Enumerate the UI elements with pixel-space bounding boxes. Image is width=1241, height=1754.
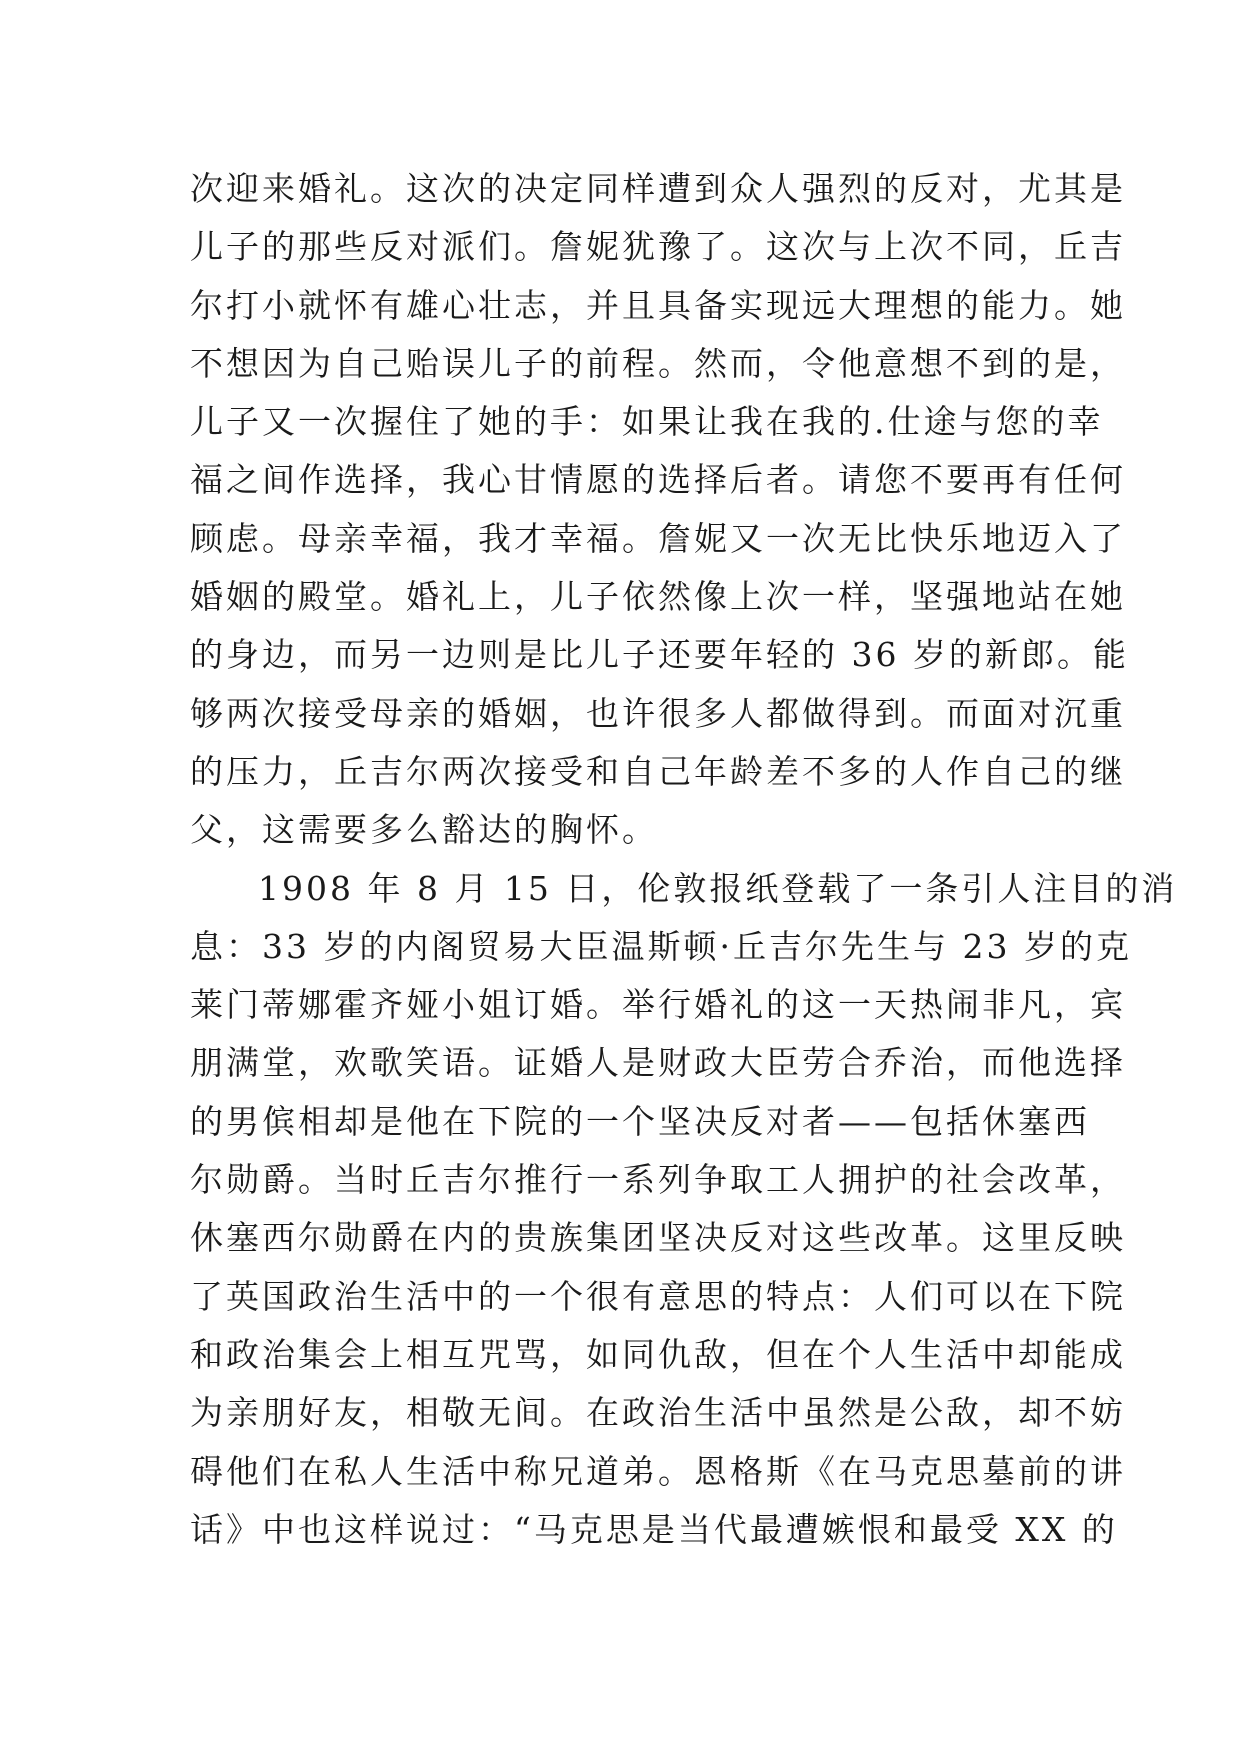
text-line: 不想因为自己贻误儿子的前程。然而，令他意想不到的是， — [190, 343, 1126, 383]
text-line: 儿子又一次握住了她的手：如果让我在我的.仕途与您的幸 — [190, 402, 1104, 442]
text-line: 的身边，而另一边则是比儿子还要年轻的 36 岁的新郎。能 — [190, 635, 1129, 675]
text-line: 莱门蒂娜霍齐娅小姐订婚。举行婚礼的这一天热闹非凡，宾 — [190, 985, 1126, 1025]
text-line: 够两次接受母亲的婚姻，也许很多人都做得到。而面对沉重 — [190, 693, 1126, 733]
text-line: 的压力，丘吉尔两次接受和自己年龄差不多的人作自己的继 — [190, 751, 1126, 791]
text-line: 休塞西尔勋爵在内的贵族集团坚决反对这些改革。这里反映 — [190, 1218, 1126, 1258]
text-line: 的男傧相却是他在下院的一个坚决反对者——包括休塞西 — [190, 1101, 1090, 1141]
text-line: 婚姻的殿堂。婚礼上，儿子依然像上次一样，坚强地站在她 — [190, 577, 1126, 617]
text-line: 碍他们在私人生活中称兄道弟。恩格斯《在马克思墓前的讲 — [190, 1451, 1126, 1491]
text-line: 朋满堂，欢歌笑语。证婚人是财政大臣劳合乔治，而他选择 — [190, 1043, 1126, 1083]
text-line: 了英国政治生活中的一个很有意思的特点：人们可以在下院 — [190, 1276, 1126, 1316]
text-line: 息：33 岁的内阁贸易大臣温斯顿·丘吉尔先生与 23 岁的克 — [190, 926, 1132, 966]
text-line: 次迎来婚礼。这次的决定同样遭到众人强烈的反对，尤其是 — [190, 169, 1126, 208]
document-body — [190, 160, 1178, 1559]
text-line-indented: 1908 年 8 月 15 日，伦敦报纸登载了一条引人注目的消 — [258, 868, 1178, 908]
text-line: 父，这需要多么豁达的胸怀。 — [190, 810, 658, 850]
text-line: 和政治集会上相互咒骂，如同仇敌，但在个人生活中却能成 — [190, 1334, 1126, 1374]
text-line: 儿子的那些反对派们。詹妮犹豫了。这次与上次不同，丘吉 — [190, 227, 1126, 267]
text-line: 尔打小就怀有雄心壮志，并且具备实现远大理想的能力。她 — [190, 285, 1126, 325]
text-line: 尔勋爵。当时丘吉尔推行一系列争取工人拥护的社会改革， — [190, 1160, 1126, 1200]
text-line: 话》中也这样说过：“马克思是当代最遭嫉恨和最受 XX 的 — [190, 1509, 1118, 1549]
text-line: 顾虑。母亲幸福，我才幸福。詹妮又一次无比快乐地迈入了 — [190, 518, 1126, 558]
text-line: 福之间作选择，我心甘情愿的选择后者。请您不要再有任何 — [190, 460, 1126, 500]
text-line: 为亲朋好友，相敬无间。在政治生活中虽然是公敌，却不妨 — [190, 1393, 1126, 1433]
paragraph-1 — [190, 160, 1129, 860]
paragraph-2 — [190, 860, 1178, 1560]
